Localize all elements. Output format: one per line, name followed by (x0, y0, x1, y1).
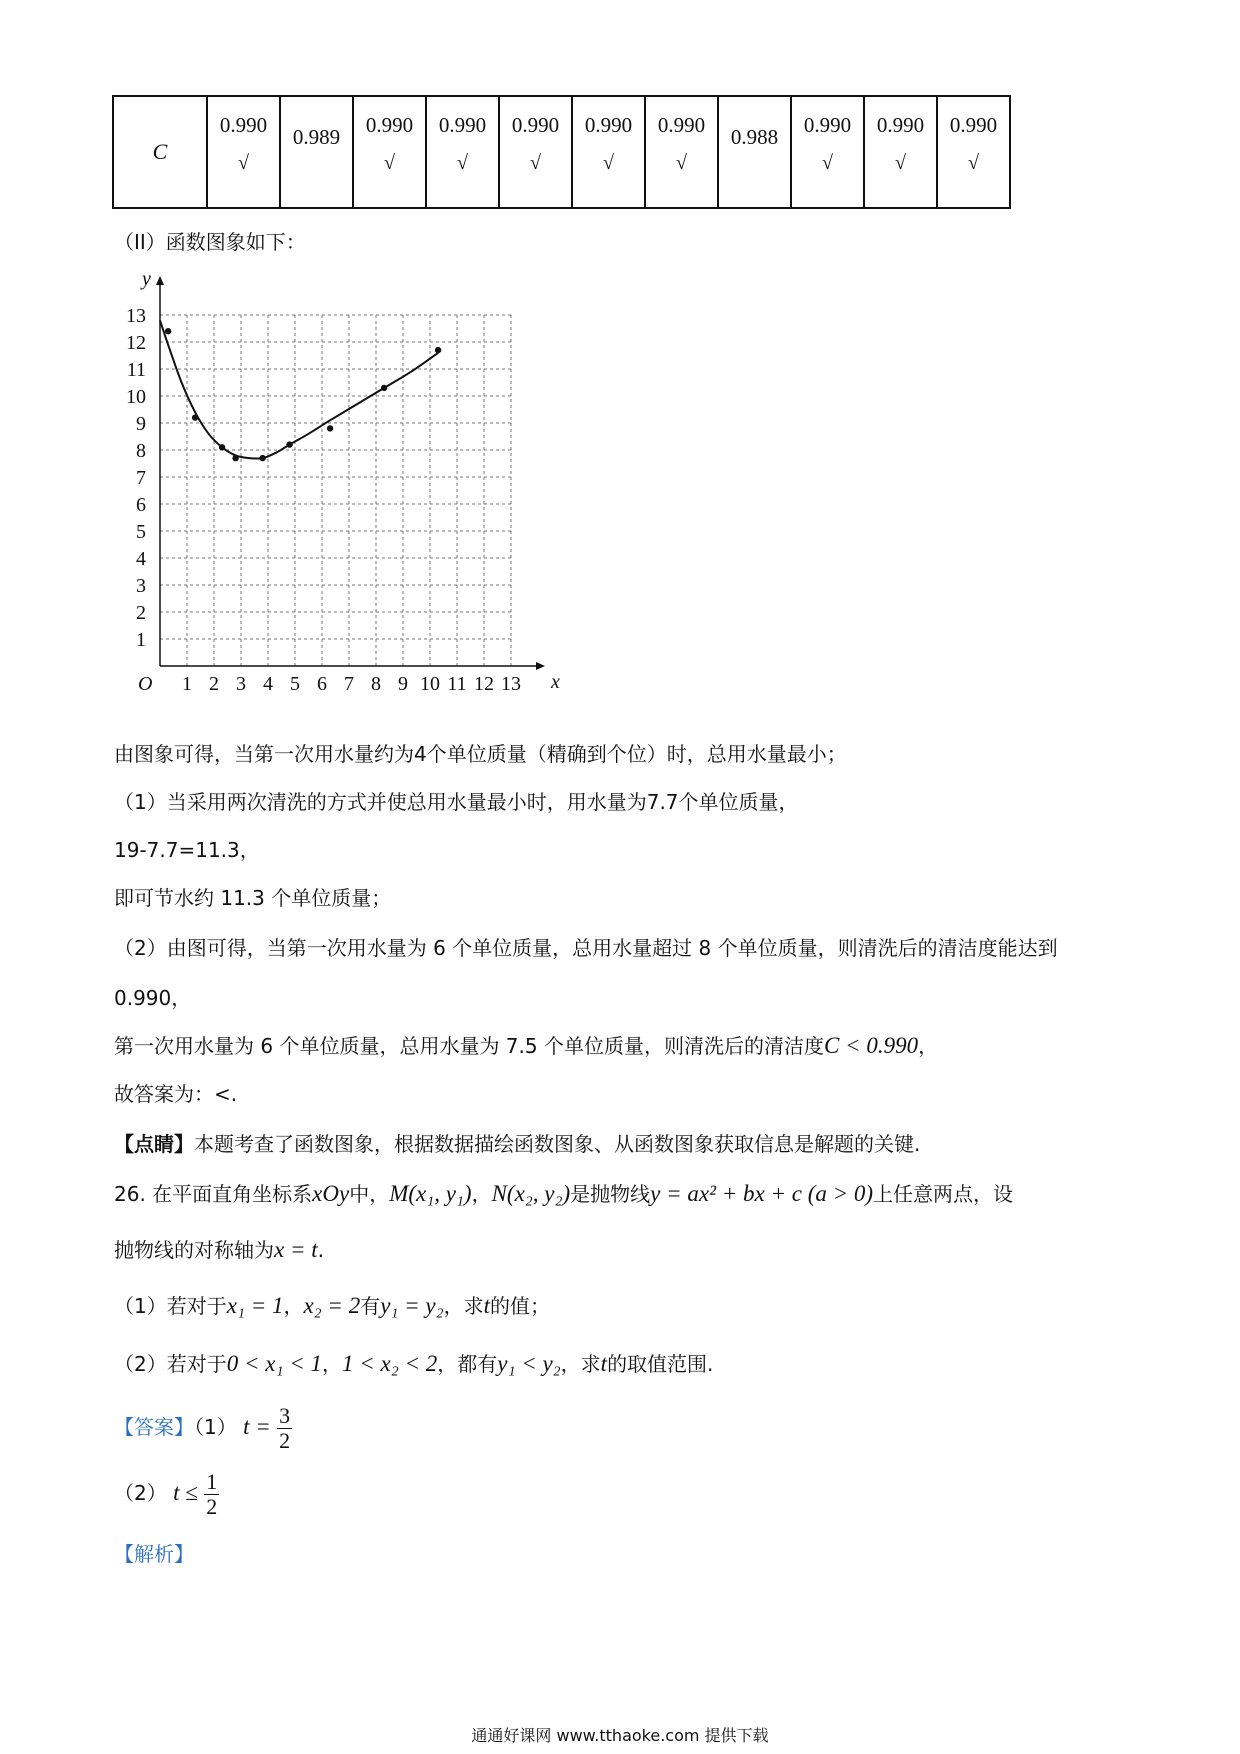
data-point (259, 455, 265, 461)
x-tick-label: 8 (371, 673, 381, 695)
y-tick-label: 2 (136, 602, 146, 624)
x-tick-label: 11 (447, 673, 467, 695)
table-cell: 0.990 √ (572, 96, 645, 208)
y-tick-label: 6 (136, 494, 146, 516)
x-tick-label: 3 (236, 673, 246, 695)
cleanliness-table (112, 95, 1011, 209)
analysis-tag: 【解析】 (114, 1542, 194, 1566)
fitted-curve (160, 320, 438, 458)
table-cell: 0.990 √ (353, 96, 426, 208)
math-expression: C < 0.990 (823, 1033, 919, 1058)
chart-ticks (126, 305, 521, 695)
data-point (232, 455, 238, 461)
origin-label: O (138, 673, 153, 695)
table-row (113, 96, 1010, 208)
section-heading: （II）函数图象如下： (114, 230, 306, 254)
paragraph: 【点睛】本题考查了函数图象，根据数据描绘函数图象、从函数图象获取信息是解题的关键. (114, 1132, 921, 1156)
subquestion-1: （1）若对于x₁ = 1，x₂ = 2有y₁ = y₂，求t的值； (114, 1293, 551, 1318)
table-cell: 0.990 √ (864, 96, 937, 208)
paragraph: 0.990， (114, 986, 192, 1010)
paragraph: （1）当采用两次清洗的方式并使总用水量最小时，用水量为7.7个单位质量， (114, 790, 799, 814)
y-tick-label: 9 (136, 413, 146, 435)
x-tick-label: 10 (420, 673, 440, 695)
y-tick-label: 13 (126, 305, 146, 327)
answer-line-2: （2） t ≤ $\frac{1}{2}$ (114, 1469, 218, 1519)
question-26: 26. 在平面直角坐标系xOy中，M(x₁, y₁)，N(x₂, y₂)是抛物线y = ax² + bx + c (a > 0)上任意两点，设 (114, 1181, 1014, 1206)
y-tick-label: 12 (126, 332, 146, 354)
fraction: $\frac{1}{2}$ (206, 1469, 218, 1519)
data-point (435, 347, 441, 353)
y-tick-label: 4 (136, 548, 146, 570)
answer-line-1: 【答案】（1） t = $\frac{3}{2}$ (114, 1403, 291, 1453)
y-tick-label: 1 (136, 629, 146, 651)
paragraph: 故答案为：<. (114, 1082, 238, 1106)
table-cell: 0.990 √ (426, 96, 499, 208)
table-cell: 0.990 √ (937, 96, 1010, 208)
fraction: $\frac{3}{2}$ (279, 1403, 291, 1453)
x-axis-label: x (551, 671, 560, 693)
x-tick-label: 2 (209, 673, 219, 695)
x-tick-label: 12 (474, 673, 494, 695)
y-tick-label: 5 (136, 521, 146, 543)
table-cell: 0.990 √ (207, 96, 280, 208)
x-tick-label: 4 (263, 673, 273, 695)
chart-points (165, 328, 441, 461)
y-tick-label: 10 (126, 386, 146, 408)
function-graph (100, 262, 560, 712)
row-label: C (113, 96, 207, 208)
x-tick-label: 13 (501, 673, 521, 695)
answer-tag: 【答案】 (114, 1415, 194, 1439)
data-point (192, 414, 198, 420)
data-point (381, 385, 387, 391)
table-cell: 0.990 √ (791, 96, 864, 208)
paragraph: 19-7.7=11.3， (114, 838, 260, 862)
data-point (165, 328, 171, 334)
x-tick-label: 6 (317, 673, 327, 695)
x-axis-arrow (536, 662, 545, 670)
table-cell: 0.989 (280, 96, 353, 208)
data-point (219, 444, 225, 450)
question-26-line2: 抛物线的对称轴为x = t. (114, 1237, 324, 1262)
y-tick-label: 7 (136, 467, 146, 489)
y-axis-arrow (156, 276, 164, 285)
paragraph: 第一次用水量为 6 个单位质量，总用水量为 7.5 个单位质量，则清洗后的清洁度C < 0.990， (114, 1033, 939, 1058)
paragraph: 即可节水约 11.3 个单位质量； (114, 886, 392, 910)
y-tick-label: 3 (136, 575, 146, 597)
table-cell: 0.988 (718, 96, 791, 208)
y-axis-label: y (142, 268, 151, 290)
data-point (286, 441, 292, 447)
subquestion-2: （2）若对于0 < x₁ < 1，1 < x₂ < 2，都有y₁ < y₂，求t的取值范围. (114, 1351, 714, 1376)
chart-grid (160, 315, 511, 666)
table-cell: 0.990 √ (645, 96, 718, 208)
tag-label: 【点睛】 (114, 1132, 194, 1156)
paragraph: 由图象可得，当第一次用水量约为4个单位质量（精确到个位）时，总用水量最小； (114, 742, 847, 766)
data-point (327, 425, 333, 431)
y-tick-label: 8 (136, 440, 146, 462)
y-tick-label: 11 (126, 359, 146, 381)
x-tick-label: 1 (182, 673, 192, 695)
table-cell: 0.990 √ (499, 96, 572, 208)
x-tick-label: 5 (290, 673, 300, 695)
paragraph: （2）由图可得，当第一次用水量为 6 个单位质量，总用水量超过 8 个单位质量，则清洗后的清洁度能达到 (114, 936, 1058, 960)
footer-text: 通通好课网 www.tthaoke.com 提供下载 (471, 1726, 769, 1745)
x-tick-label: 7 (344, 673, 354, 695)
x-tick-label: 9 (398, 673, 408, 695)
